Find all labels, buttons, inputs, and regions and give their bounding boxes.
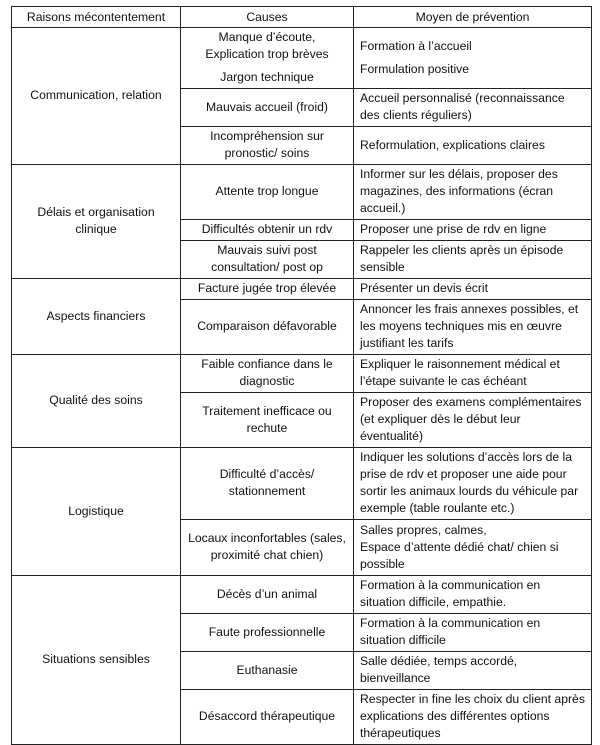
prevention-cell: Salle dédiée, temps accordé, bienveillance (354, 652, 592, 690)
prevention-line: Formulation positive (360, 61, 470, 76)
reason-cell: Communication, relation (12, 28, 181, 165)
header-causes: Causes (181, 7, 354, 28)
prevention-cell: Proposer des examens complémentaires (et expliquer dès le début leur éventualité) (354, 393, 592, 448)
table-row (12, 448, 592, 520)
prevention-cell (354, 520, 592, 576)
cause-cell: Euthanasie (181, 652, 354, 690)
prevention-cell: Présenter un devis écrit (354, 279, 592, 300)
cause-cell: Facture jugée trop élevée (181, 279, 354, 300)
table-row (12, 165, 592, 220)
cause-cell: Traitement inefficace ou rechute (181, 393, 354, 448)
prevention-cell: Expliquer le raisonnement médical et l’étape suivante le cas échéant (354, 355, 592, 393)
reason-cell: Qualité des soins (12, 355, 181, 448)
cause-cell: Désaccord thérapeutique (181, 690, 354, 745)
prevention-cell: Rappeler les clients après un épisode sensible (354, 241, 592, 279)
prevention-cell: Accueil personnalisé (reconnaissance des clients réguliers) (354, 89, 592, 127)
prevention-cell (354, 28, 592, 89)
header-prevention: Moyen de prévention (354, 7, 592, 28)
table-row (12, 279, 592, 300)
cause-cell: Faible confiance dans le diagnostic (181, 355, 354, 393)
cause-cell: Difficultés obtenir un rdv (181, 220, 354, 241)
cause-cell (181, 28, 354, 89)
cause-cell: Décès d’un animal (181, 576, 354, 614)
reason-cell: Logistique (12, 448, 181, 576)
prevention-cell: Proposer une prise de rdv en ligne (354, 220, 592, 241)
header-row (12, 7, 592, 28)
cause-cell: Comparaison défavorable (181, 300, 354, 355)
prevention-cell: Formation à la communication en situation difficile, empathie. (354, 576, 592, 614)
cause-cell: Difficulté d’accès/ stationnement (181, 448, 354, 520)
prevention-cell: Respecter in fine les choix du client après explications des différentes options thérapeutiques (354, 690, 592, 745)
table-row (12, 28, 592, 89)
reason-cell: Situations sensibles (12, 576, 181, 745)
cause-line: Jargon technique (220, 70, 314, 84)
cause-cell: Mauvais accueil (froid) (181, 89, 354, 127)
cause-cell: Incompréhension sur pronostic/ soins (181, 127, 354, 165)
reason-cell: Aspects financiers (12, 279, 181, 355)
prevention-line: Espace d’attente dédié chat/ chien si possible (360, 539, 559, 571)
cause-cell: Faute professionnelle (181, 614, 354, 652)
prevention-line: Formation à l’accueil (360, 38, 472, 53)
table-row (12, 355, 592, 393)
prevention-cell: Formation à la communication en situation difficile (354, 614, 592, 652)
reason-cell: Délais et organisation clinique (12, 165, 181, 279)
cause-cell: Locaux inconfortables (sales, proximité chat chien) (181, 520, 354, 576)
prevention-cell: Informer sur les délais, proposer des magazines, des informations (écran accueil.) (354, 165, 592, 220)
prevention-table (11, 6, 592, 745)
cause-cell: Attente trop longue (181, 165, 354, 220)
cause-line: Explication trop brèves (205, 47, 329, 61)
table-row (12, 576, 592, 614)
header-reasons: Raisons mécontentement (12, 7, 181, 28)
cause-cell: Mauvais suivi post consultation/ post op (181, 241, 354, 279)
prevention-cell: Annoncer les frais annexes possibles, et les moyens techniques mis en œuvre justifiant les tarifs (354, 300, 592, 355)
cause-line: Manque d’écoute, (218, 30, 316, 44)
prevention-cell: Indiquer les solutions d’accès lors de la prise de rdv et proposer une aide pour sortir les animaux lourds du véhicule par exemple (table roulante etc.) (354, 448, 592, 520)
prevention-line: Salles propres, calmes, (360, 522, 487, 537)
prevention-cell: Reformulation, explications claires (354, 127, 592, 165)
